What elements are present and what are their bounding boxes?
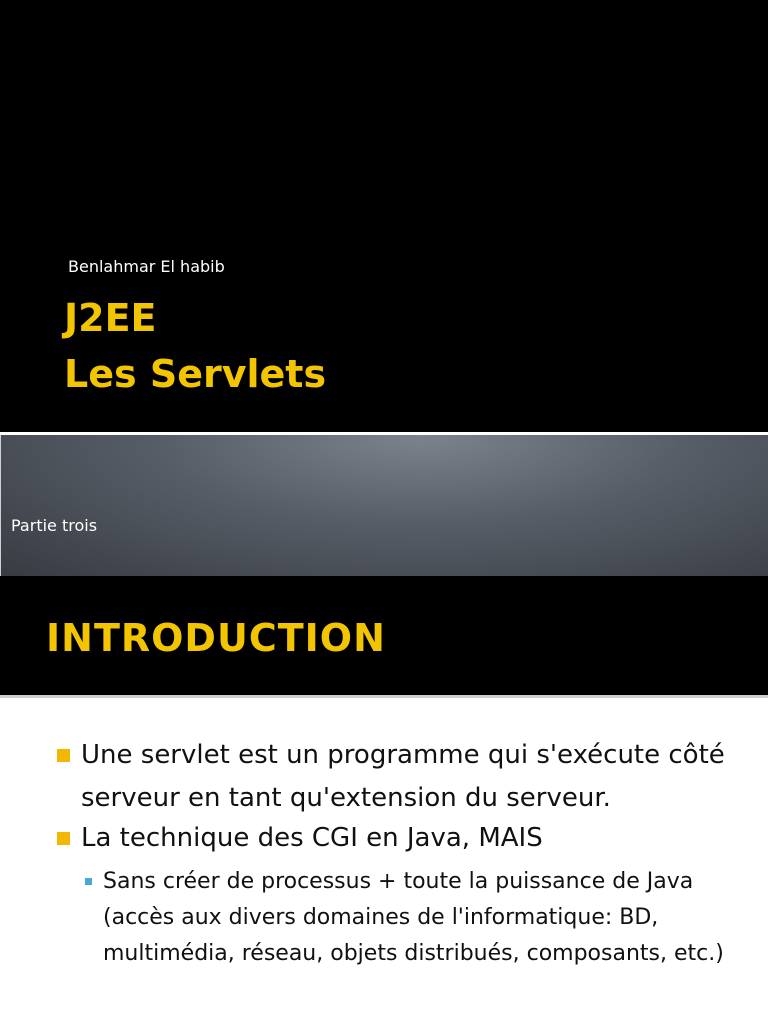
bullet-square-icon (57, 749, 70, 762)
bullet-item (57, 734, 757, 820)
content-heading: INTRODUCTION (46, 616, 386, 660)
bullet-item (57, 817, 757, 860)
section-subtitle: Partie trois (11, 516, 98, 535)
slide-title (64, 290, 326, 402)
sub-bullet-item (85, 864, 735, 972)
bullet-text: Une servlet est un programme qui s'exécute côté serveur en tant qu'extension du serveur. (81, 740, 725, 813)
section-slide (0, 435, 768, 576)
title-line-1: J2EE (64, 296, 157, 340)
bullet-text: La technique des CGI en Java, MAIS (81, 823, 543, 853)
author-name: Benlahmar El habib (68, 257, 225, 276)
bullet-square-icon (57, 832, 70, 845)
title-line-2: Les Servlets (64, 352, 327, 396)
sub-bullet-text: Sans créer de processus + toute la puissance de Java (accès aux divers domaines de l'informatique: BD, multimédia, réseau, objets distribués, composants, etc.) (103, 869, 724, 966)
sub-bullet-square-icon (85, 878, 92, 885)
content-slide-header (0, 576, 768, 695)
content-slide-body (0, 698, 768, 1024)
title-slide (0, 0, 768, 432)
